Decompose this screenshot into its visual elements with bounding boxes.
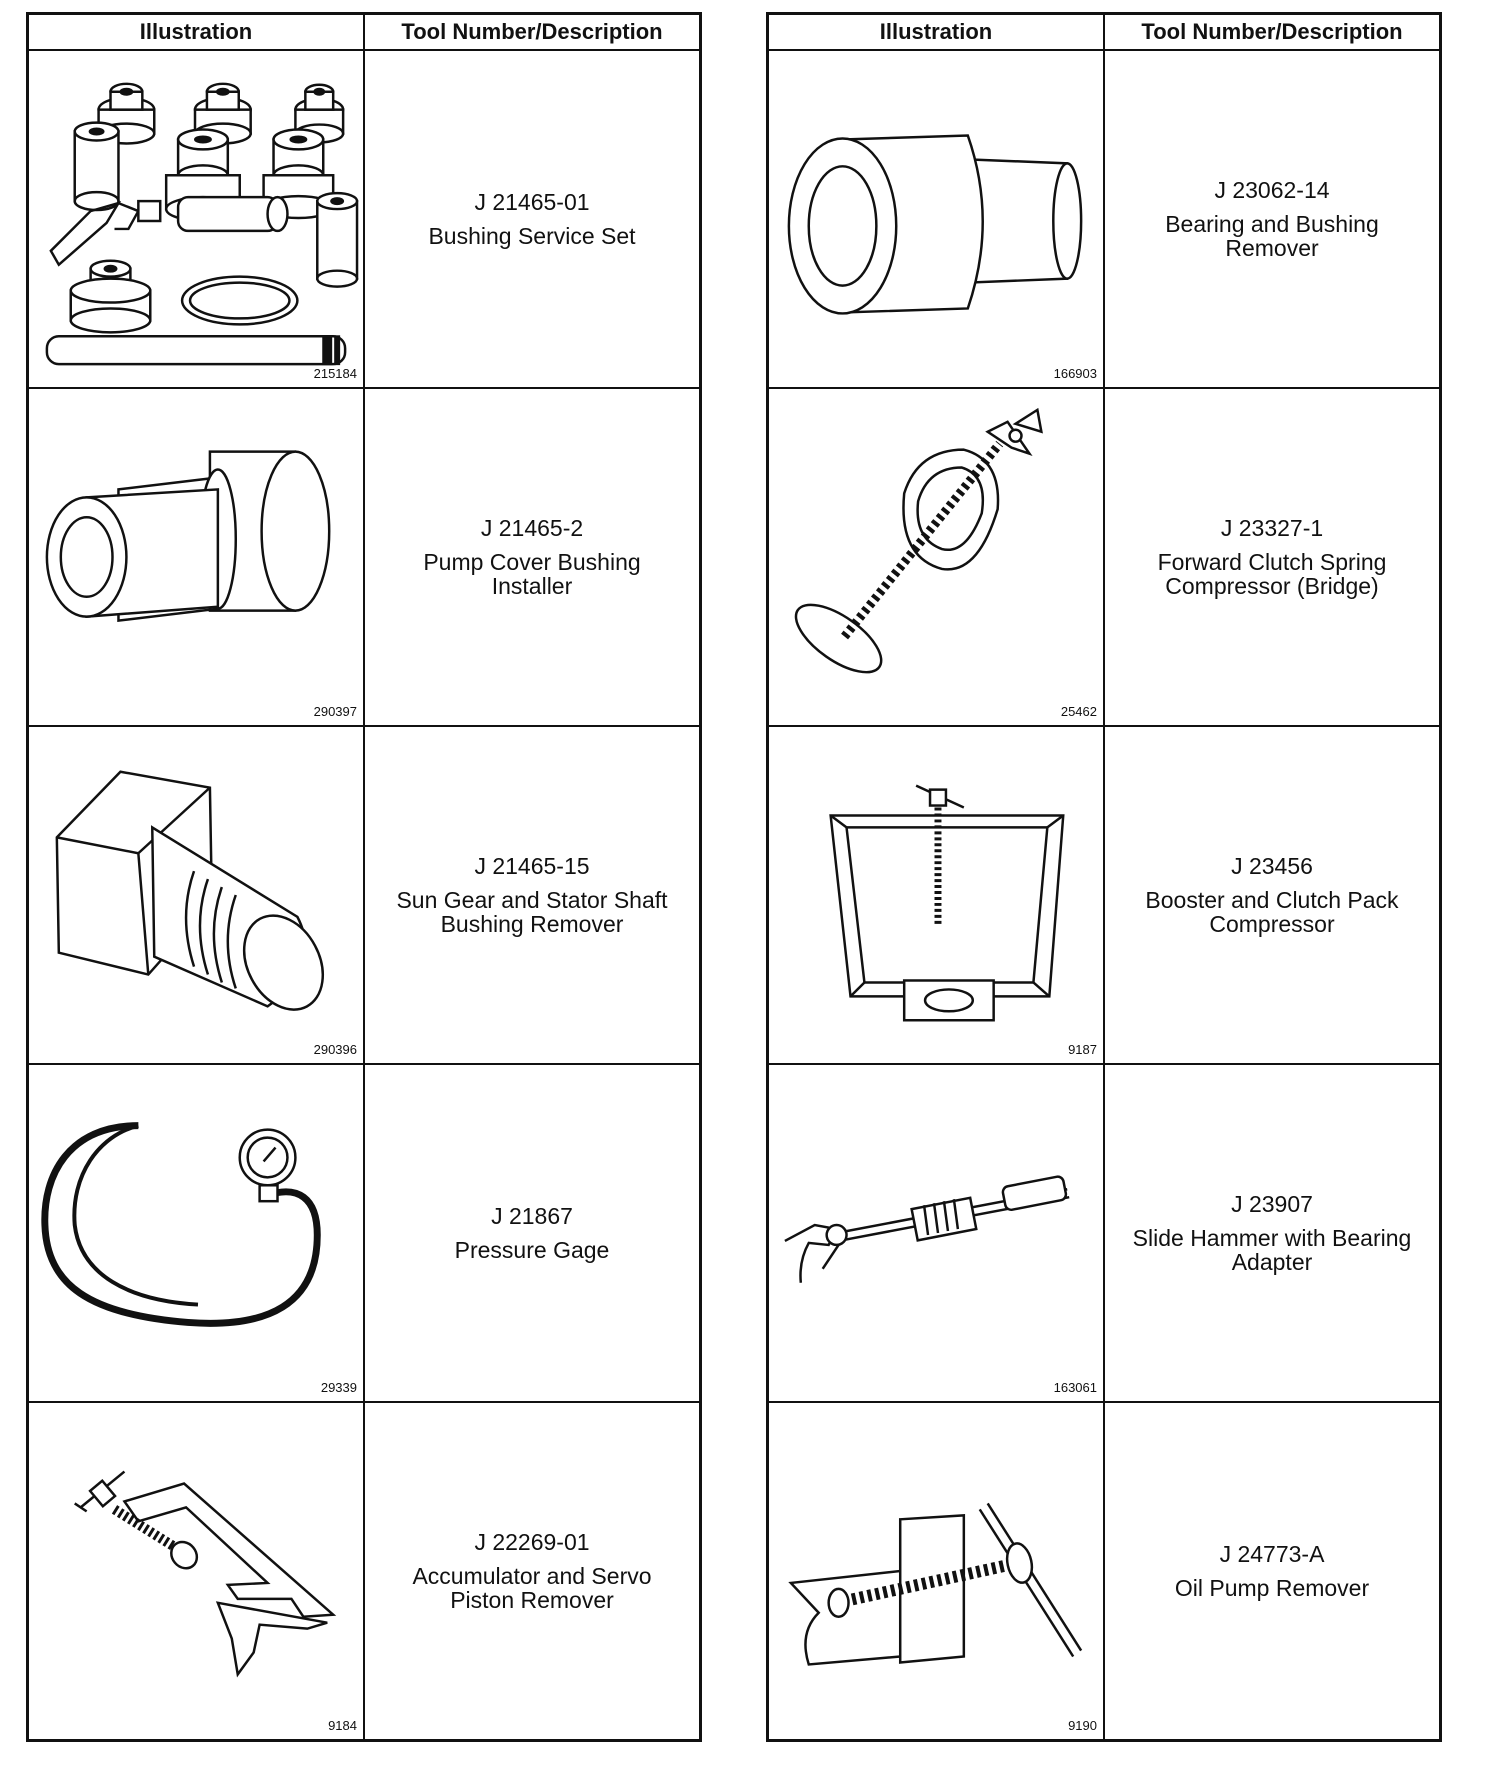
illustration-cell [28, 726, 365, 1064]
figure-number: 215184 [313, 366, 357, 381]
table-row [768, 1064, 1441, 1402]
tool-number: J 22269-01 [474, 1529, 590, 1555]
tool-number: J 21465-2 [480, 515, 584, 541]
tool-description-header: Tool Number/Description [364, 14, 701, 51]
description-cell [364, 50, 701, 388]
tool-number: J 23327-1 [1220, 515, 1324, 541]
table-header-row [28, 14, 701, 51]
illustration-cell [28, 388, 365, 726]
description-cell [364, 388, 701, 726]
figure-number: 25462 [1060, 704, 1097, 719]
illustration-cell [28, 1402, 365, 1741]
table-header-row [768, 14, 1441, 51]
figure-number: 163061 [1053, 1380, 1097, 1395]
clutch-pack-compressor-icon [769, 727, 1103, 1063]
tool-number: J 21867 [491, 1203, 573, 1229]
pressure-gage-icon [29, 1065, 363, 1401]
table-row [768, 388, 1441, 726]
table-row [28, 50, 701, 388]
illustration-header: Illustration [28, 14, 365, 51]
bushing-service-set-icon [29, 51, 363, 387]
tool-description: Sun Gear and Stator Shaft Bushing Remover [396, 887, 668, 937]
figure-number: 9187 [1068, 1042, 1097, 1057]
tool-description-header: Tool Number/Description [1104, 14, 1441, 51]
illustration-header: Illustration [768, 14, 1105, 51]
illustration-cell [768, 388, 1105, 726]
tool-description: Pressure Gage [454, 1237, 610, 1263]
tool-number: J 23062-14 [1214, 177, 1330, 203]
tool-number: J 23456 [1231, 853, 1313, 879]
right-tool-table [766, 12, 1442, 1742]
illustration-cell [768, 1402, 1105, 1741]
figure-number: 9190 [1068, 1718, 1097, 1733]
tool-description: Booster and Clutch Pack Compressor [1145, 887, 1399, 937]
tool-number: J 21465-15 [474, 853, 590, 879]
figure-number: 9184 [328, 1718, 357, 1733]
figure-number: 29339 [320, 1380, 357, 1395]
illustration-cell [768, 726, 1105, 1064]
illustration-cell [28, 1064, 365, 1402]
tool-description: Forward Clutch Spring Compressor (Bridge) [1157, 549, 1387, 599]
clutch-spring-compressor-icon [769, 389, 1103, 725]
tool-description: Pump Cover Bushing Installer [423, 549, 641, 599]
table-row [768, 726, 1441, 1064]
tool-description: Slide Hammer with Bearing Adapter [1132, 1225, 1412, 1275]
description-cell [364, 1064, 701, 1402]
tool-number: J 23907 [1231, 1191, 1313, 1217]
tool-description: Bearing and Bushing Remover [1165, 211, 1379, 261]
description-cell [364, 1402, 701, 1741]
description-cell [1104, 388, 1441, 726]
table-row [28, 1064, 701, 1402]
description-cell [364, 726, 701, 1064]
description-cell [1104, 50, 1441, 388]
bearing-bushing-remover-icon [769, 51, 1103, 387]
tool-description: Bushing Service Set [428, 223, 636, 249]
left-tool-table [26, 12, 702, 1742]
illustration-cell [768, 1064, 1105, 1402]
servo-piston-remover-icon [29, 1403, 363, 1739]
illustration-cell [768, 50, 1105, 388]
figure-number: 166903 [1053, 366, 1097, 381]
tool-description: Accumulator and Servo Piston Remover [412, 1563, 652, 1613]
description-cell [1104, 726, 1441, 1064]
table-row [768, 1402, 1441, 1741]
slide-hammer-icon [769, 1065, 1103, 1401]
pump-cover-bushing-installer-icon [29, 389, 363, 725]
figure-number: 290397 [313, 704, 357, 719]
tool-description: Oil Pump Remover [1174, 1575, 1370, 1601]
table-row [768, 50, 1441, 388]
stator-shaft-bushing-remover-icon [29, 727, 363, 1063]
tool-number: J 21465-01 [474, 189, 590, 215]
oil-pump-remover-icon [769, 1403, 1103, 1739]
table-row [28, 388, 701, 726]
figure-number: 290396 [313, 1042, 357, 1057]
table-row [28, 1402, 701, 1741]
illustration-cell [28, 50, 365, 388]
tool-number: J 24773-A [1219, 1541, 1325, 1567]
description-cell [1104, 1064, 1441, 1402]
table-row [28, 726, 701, 1064]
description-cell [1104, 1402, 1441, 1741]
